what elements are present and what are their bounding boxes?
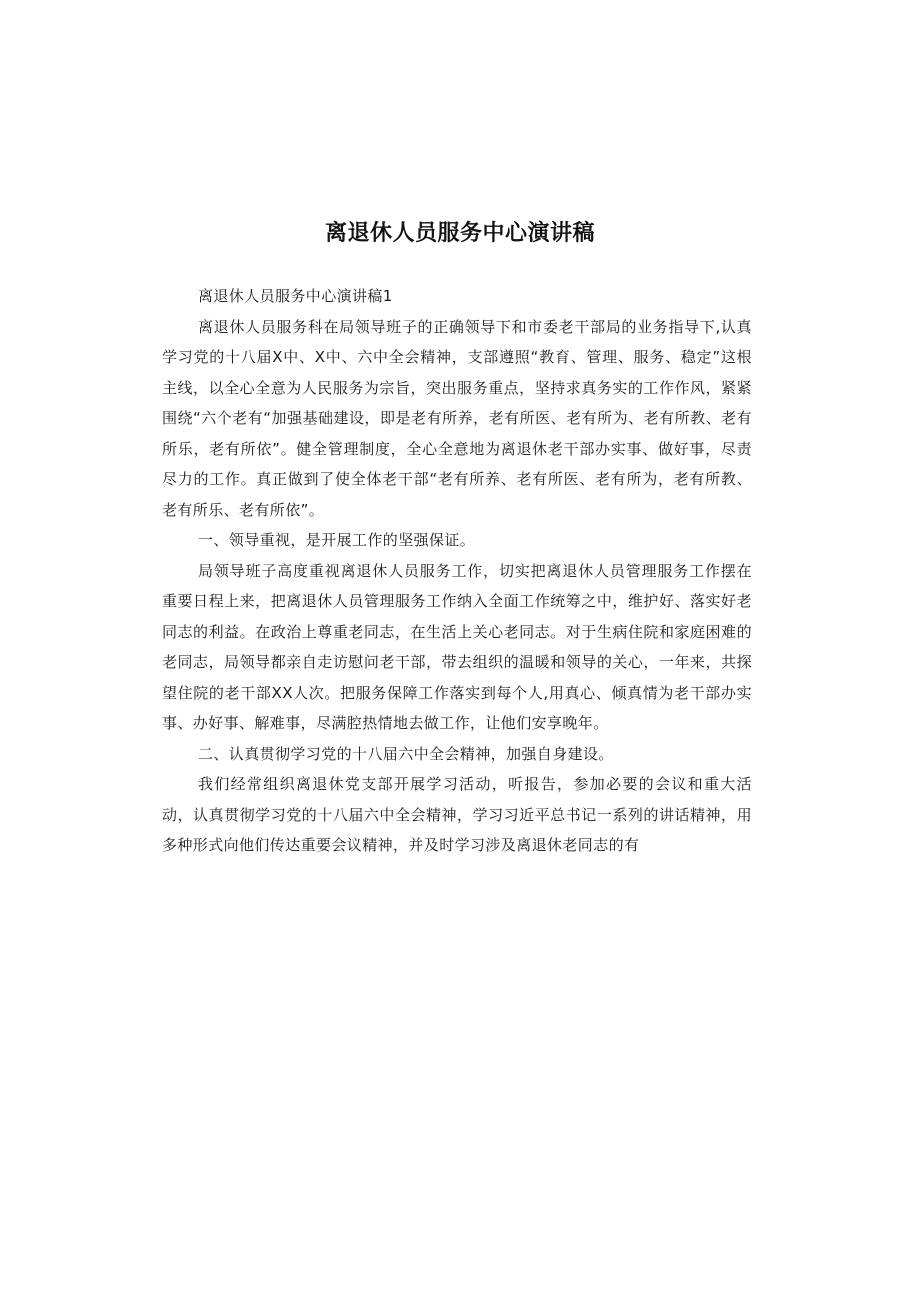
paragraph: 局领导班子高度重视离退休人员服务工作，切实把离退休人员管理服务工作摆在重要日程上来，把离退休人员管理服务工作纳入全面工作统筹之中，维护好、落实好老同志的利益。在政治上尊重老同志，在生活上关心老同志。对于生病住院和家庭困难的老同志，局领导都亲自走访慰问老干部，带去组织的温暖和领导的关心，一年来，共探望住院的老干部XX人次。把服务保障工作落实到每个人,用真心、倾真情为老干部办实事、办好事、解难事，尽满腔热情地去做工作，让他们安享晚年。 (162, 561, 752, 732)
paragraph: 我们经常组织离退休党支部开展学习活动，听报告，参加必要的会议和重大活动，认真贯彻学习党的十八届六中全会精神，学习习近平总书记一系列的讲话精神，用多种形式向他们传达重要会议精神，并及时学习涉及离退休老同志的有 (162, 775, 752, 854)
section-heading: 一、领导重视，是开展工作的坚强保证。 (198, 531, 476, 549)
document-title: 离退休人员服务中心演讲稿 (324, 221, 595, 246)
paragraph-heading: 离退休人员服务中心演讲稿1 (198, 287, 393, 305)
document-body (162, 281, 752, 861)
paragraph: 离退休人员服务科在局领导班子的正确领导下和市委老干部局的业务指导下,认真学习党的十八届X中、X中、六中全会精神，支部遵照“教育、管理、服务、稳定”这根主线，以全心全意为人民服务为宗旨，突出服务重点，坚持求真务实的工作作风，紧紧围绕“六个老有“加强基础建设，即是老有所养，老有所医、老有所为、老有所教、老有所乐，老有所依”。健全管理制度，全心全意地为离退休老干部办实事、做好事，尽责尽力的工作。真正做到了使全体老干部“老有所养、老有所医、老有所为，老有所教、老有所乐、老有所依”。 (162, 317, 752, 519)
section-heading: 二、认真贯彻学习党的十八届六中全会精神，加强自身建设。 (198, 744, 614, 763)
